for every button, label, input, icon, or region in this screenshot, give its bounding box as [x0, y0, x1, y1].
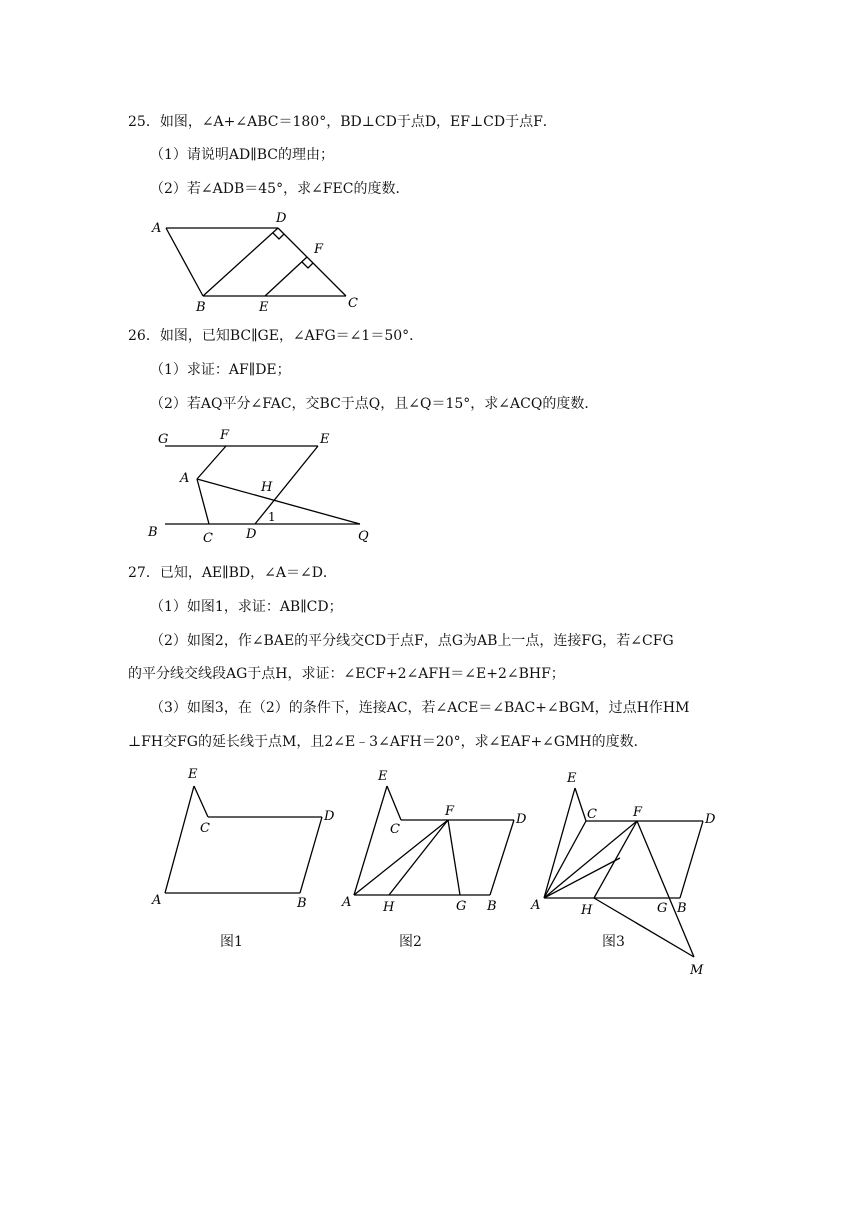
- q26-label-a: A: [180, 471, 190, 486]
- fig3-label-a: A: [531, 898, 541, 913]
- q25-label-f: F: [314, 242, 324, 257]
- fig2-label-e: E: [378, 769, 388, 784]
- q26-part1: （1）求证：AF∥DE；: [150, 362, 291, 378]
- q26-part2: （2）若AQ平分∠FAC，交BC于点Q，且∠Q＝15°，求∠ACQ的度数．: [150, 396, 599, 412]
- q25-label-b: B: [196, 300, 206, 315]
- q27-part3-line1: （3）如图3，在（2）的条件下，连接AC，若∠ACE＝∠BAC+∠BGM，过点H作HM: [150, 700, 690, 716]
- fig2-segment-af: [354, 820, 448, 895]
- fig2-segment-ae: [354, 786, 387, 895]
- fig1-segment-db: [300, 817, 322, 893]
- fig1-label-a: A: [152, 893, 162, 908]
- fig3-caption: 图3: [602, 934, 625, 950]
- q26-label-f: F: [220, 428, 230, 443]
- fig2-segment-db: [490, 820, 514, 895]
- q25-part2: （2）若∠ADB＝45°，求∠FEC的度数．: [150, 181, 410, 197]
- fig3-label-h: H: [581, 903, 593, 918]
- fig2-label-d: D: [516, 812, 527, 827]
- fig1-label-e: E: [188, 767, 198, 782]
- q25-stem: 25．如图，∠A+∠ABC＝180°，BD⊥CD于点D，EF⊥CD于点F．: [128, 114, 557, 130]
- q26-label-e: E: [320, 432, 330, 447]
- q25-part1: （1）请说明AD∥BC的理由；: [150, 147, 334, 163]
- q25-label-a: A: [152, 221, 162, 236]
- fig2-label-b: B: [487, 899, 497, 914]
- fig1-label-c: C: [200, 821, 210, 836]
- fig2-label-g: G: [456, 899, 467, 914]
- q27-part3-line2: ⊥FH交FG的延长线于点M，且2∠E﹣3∠AFH＝20°，求∠EAF+∠GMH的度数．: [128, 734, 648, 750]
- fig2-segment-gf: [448, 820, 460, 895]
- fig2-segment-ec: [387, 786, 401, 820]
- fig2-label-f: F: [445, 804, 455, 819]
- fig3-label-e: E: [567, 771, 577, 786]
- fig3-segment-hf: [594, 821, 637, 898]
- q26-label-g: G: [158, 432, 169, 447]
- fig3-label-g: G: [657, 901, 668, 916]
- fig1-label-b: B: [297, 896, 307, 911]
- fig1-segment-ec: [194, 786, 208, 817]
- fig3-label-f: F: [633, 805, 643, 820]
- fig2-label-a: A: [342, 895, 352, 910]
- fig3-segment-ec: [575, 788, 586, 821]
- q27-part2-line2: 的平分线交线段AG于点H，求证：∠ECF+2∠AFH＝∠E+2∠BHF；: [128, 666, 565, 682]
- fig3-segment-ae: [544, 788, 575, 898]
- fig3-label-c: C: [587, 807, 597, 822]
- q27-fig1: [151, 767, 335, 911]
- fig1-label-d: D: [324, 809, 335, 824]
- fig3-segment-db: [680, 821, 703, 898]
- fig3-segment-fm: [637, 821, 694, 957]
- q26-label-h: H: [261, 480, 273, 495]
- q26-label-q: Q: [358, 529, 369, 544]
- fig3-label-d: D: [705, 812, 716, 827]
- q26-label-d: D: [246, 527, 257, 542]
- q27-stem: 27．已知，AE∥BD，∠A＝∠D．: [128, 565, 337, 581]
- q26-label-angle1: 1: [268, 510, 276, 524]
- q27-fig2: [341, 769, 527, 915]
- q25-label-c: C: [348, 296, 358, 311]
- fig3-segment-af: [544, 821, 637, 898]
- q26-stem: 26．如图，已知BC∥GE，∠AFG＝∠1＝50°．: [128, 328, 424, 344]
- q26-label-c: C: [203, 531, 213, 546]
- fig2-label-c: C: [390, 822, 400, 837]
- fig2-label-h: H: [383, 900, 395, 915]
- q25-label-d: D: [276, 211, 287, 226]
- q27-part2-line1: （2）如图2，作∠BAE的平分线交CD于点F，点G为AB上一点，连接FG，若∠CFG: [150, 633, 674, 649]
- q26-label-b: B: [148, 525, 158, 540]
- fig3-label-m: M: [690, 963, 704, 978]
- fig3-label-b: B: [677, 901, 687, 916]
- q27-part1: （1）如图1，求证：AB∥CD；: [150, 599, 343, 615]
- fig2-caption: 图2: [399, 934, 422, 950]
- fig1-caption: 图1: [220, 934, 243, 950]
- q25-label-e: E: [259, 300, 269, 315]
- fig1-segment-ae: [165, 786, 194, 893]
